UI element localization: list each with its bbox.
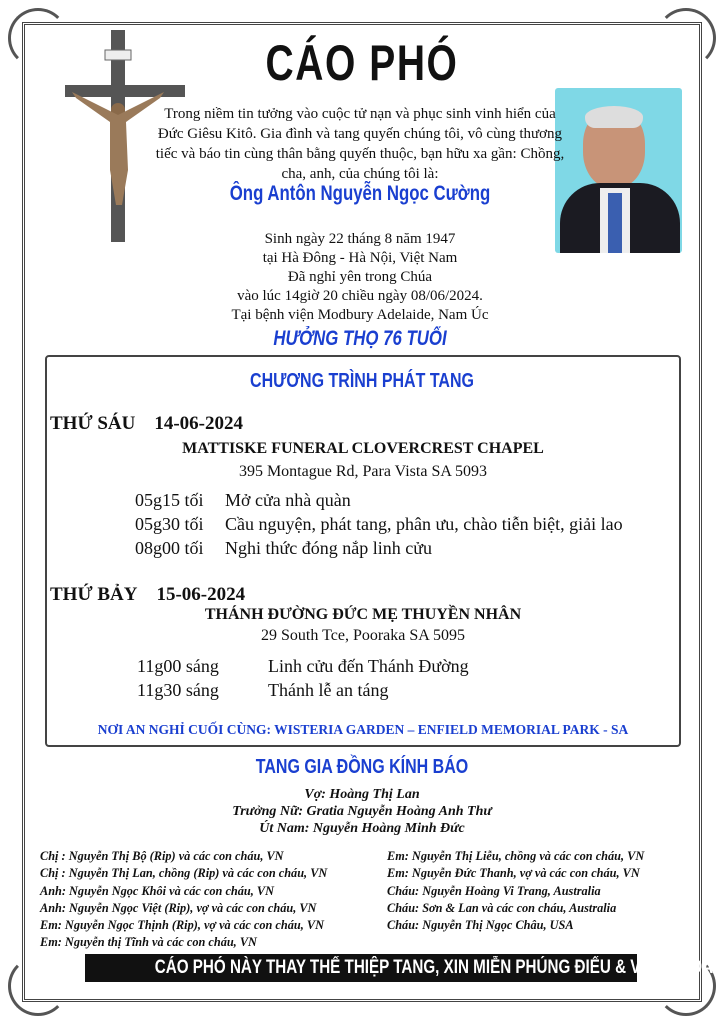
bottom-banner: CÁO PHÓ NÀY THAY THẾ THIỆP TANG, XIN MIỄN PHÚNG ĐIẾU & VÒNG HOA (85, 954, 637, 982)
day-1-heading: THỨ SÁU 14-06-2024 (50, 413, 243, 434)
family-spouse: Vợ: Hoàng Thị Lan (304, 787, 420, 802)
day-2-address: 29 South Tce, Pooraka SA 5095 (261, 627, 465, 644)
day-2-venue: THÁNH ĐƯỜNG ĐỨC MẸ THUYỀN NHÂN (204, 606, 522, 623)
day-2-heading: THỨ BẢY 15-06-2024 (50, 584, 246, 605)
deceased-photo (555, 88, 682, 253)
bio: Sinh ngày 22 tháng 8 năm 1947 tại Hà Đông - Hà Nội, Việt Nam Đã nghỉ yên trong Chúa vào lúc 14giờ 20 chiều ngày 08/06/2024. Tại bệnh viện Modbury Adelaide, Nam Úc (231, 231, 489, 323)
program-title: CHƯƠNG TRÌNH PHÁT TANG (250, 370, 474, 392)
page-title: CÁO PHÓ (265, 35, 459, 91)
relatives-right: Em: Nguyễn Thị Liễu, chồng và các con cháu, VN Em: Nguyễn Đức Thanh, vợ và các con cháu, VN Cháu: Nguyễn Hoàng Vi Trang, Australia Cháu: Sơn & Lan và các con cháu, Australia Cháu: Nguyễn Thị Ngọc Châu, USA (387, 849, 645, 933)
day-2-events: 11g00 sáng Linh cửu đến Thánh Đường 11g30 sáng Thánh lễ an táng (137, 656, 469, 700)
day-1-events: 05g15 tối Mở cửa nhà quàn 05g30 tối Cầu nguyện, phát tang, phân ưu, chào tiễn biệt, giải lao 08g00 tối Nghi thức đóng nắp linh cửu (135, 490, 623, 558)
day-1-address: 395 Montague Rd, Para Vista SA 5093 (238, 463, 488, 480)
final-resting-place: NƠI AN NGHỈ CUỐI CÙNG: WISTERIA GARDEN – ENFIELD MEMORIAL PARK - SA (97, 722, 629, 737)
deceased-name: Ông Antôn Nguyễn Ngọc Cường (229, 182, 491, 205)
day-1-venue: MATTISKE FUNERAL CLOVERCREST CHAPEL (182, 440, 544, 457)
age-text: HƯỞNG THỌ 76 TUỔI (273, 327, 447, 350)
corner-flourish (8, 956, 68, 1016)
family-son: Út Nam: Nguyễn Hoàng Minh Đức (259, 821, 465, 836)
family-daughter: Trưởng Nữ: Gratia Nguyễn Hoàng Anh Thư (232, 804, 492, 819)
announcement-heading: TANG GIA ĐỒNG KÍNH BÁO (255, 756, 469, 778)
intro-text: Trong niềm tin tưởng vào cuộc tử nạn và phục sinh vinh hiển của Đức Giêsu Kitô. Gia đình và tang quyến chúng tôi, vô cùng thương tiếc và báo tin cùng thân bằng quyến thuộc, bạn hữu xa gần: Chồng, cha, anh, của chúng tôi là: (155, 106, 565, 182)
relatives-left: Chị : Nguyễn Thị Bộ (Rip) và các con cháu, VN Chị : Nguyễn Thị Lan, chồng (Rip) và các con cháu, VN Anh: Nguyễn Ngọc Khôi và các con cháu, VN Anh: Nguyễn Ngọc Việt (Rip), vợ và các con cháu, VN Em: Nguyễn Ngọc Thịnh (Rip), vợ và các con cháu, VN Em: Nguyễn thị Tĩnh và các con cháu, VN (40, 849, 328, 950)
corner-flourish (656, 8, 716, 68)
corner-flourish (8, 8, 68, 68)
